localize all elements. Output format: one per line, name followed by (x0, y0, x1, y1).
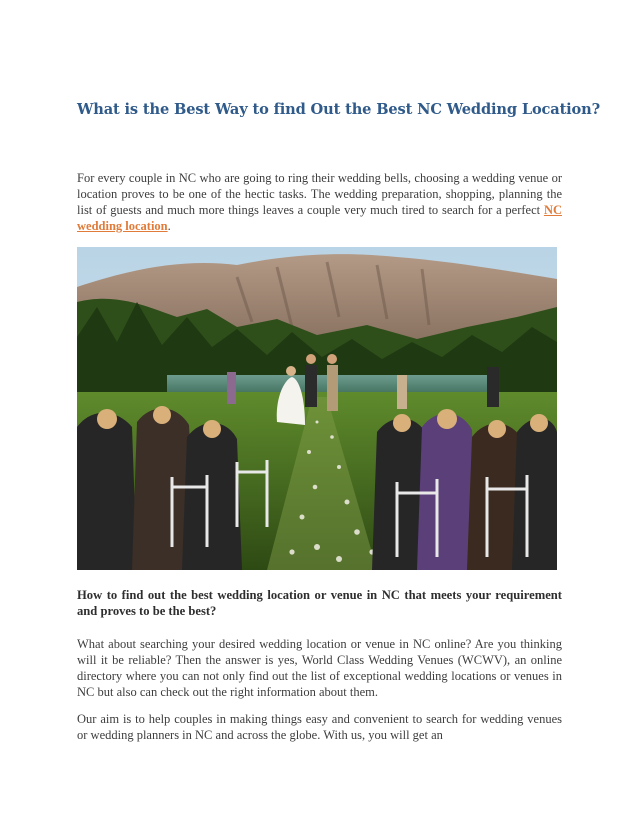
paragraph-our-aim: Our aim is to help couples in making things easy and convenient to search for wedding venues or wedding planners in NC and across the globe. With us, you will get an (77, 712, 562, 743)
paragraph-online-directory: What about searching your desired wedding location or venue in NC online? Are you thinking will it be reliable? Then the answer is yes, World Class Wedding Venues (WCWV), an online directory where you can not only find out the list of exceptional wedding locations or venues in NC but also can check out the right information about them. (77, 637, 562, 700)
outdoor-wedding-ceremony-photo (77, 247, 557, 570)
nc-wedding-location-link[interactable]: NC wedding location (77, 203, 562, 234)
intro-end: . (167, 219, 171, 234)
section-subheading: How to find out the best wedding location or venue in NC that meets your requirement and proves to be the best? (77, 588, 562, 619)
intro-paragraph (77, 170, 562, 234)
intro-text: For every couple in NC who are going to ring their wedding bells, choosing a wedding venue or location proves to be one of the hectic tasks. The wedding preparation, shopping, planning the list of guests and much more things leaves a couple very much tired to search for a perfect (77, 171, 562, 218)
page-title: What is the Best Way to find Out the Best NC Wedding Location? (77, 101, 601, 118)
